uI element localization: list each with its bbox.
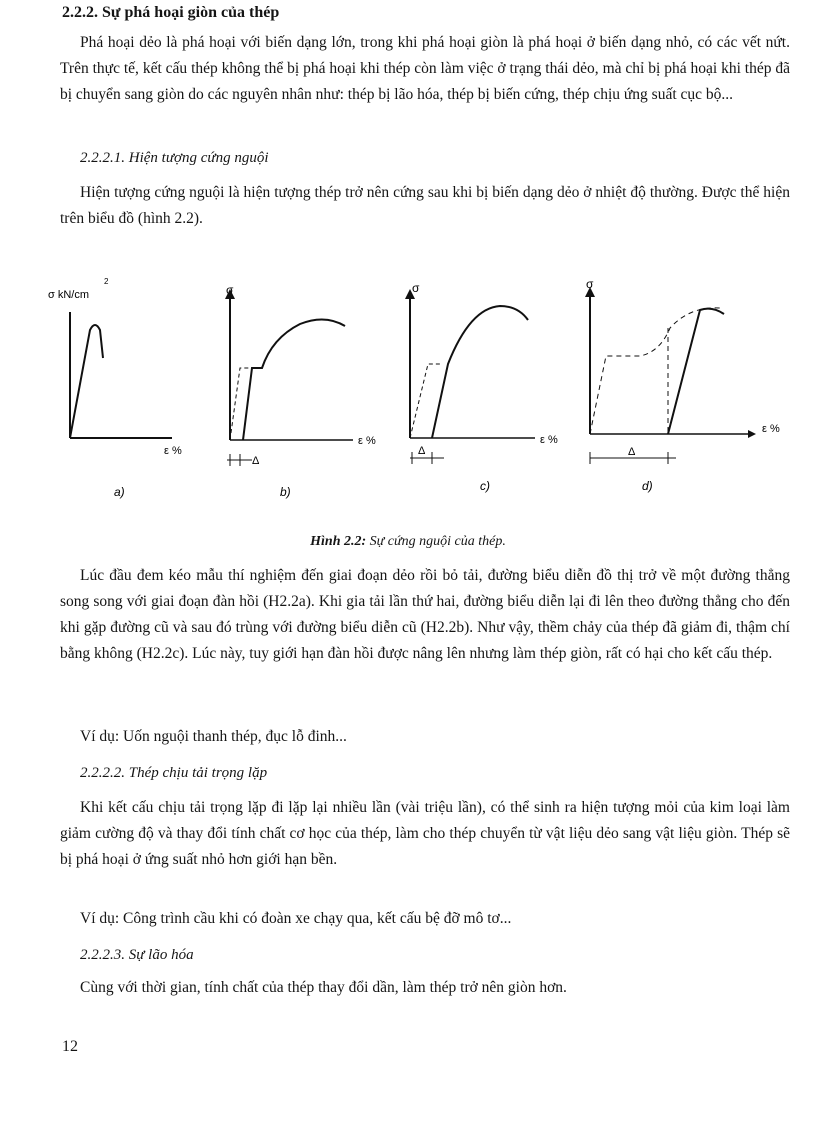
subsection-1-example: Ví dụ: Uốn nguội thanh thép, đục lỗ đinh... [80,728,347,745]
panel-c-reload-curve [432,306,528,438]
panel-a-y-axis-superscript: 2 [104,277,109,286]
subsection-1-continuation: Lúc đầu đem kéo mẫu thí nghiệm đến giai đoạn dẻo rồi bỏ tải, đường biểu diễn đồ thị trở về một đường thẳng song song với giai đoạn đàn hồi (H2.2a). Khi gia tải lần thứ hai, đường biểu diễn lại đi lên theo đường thẳng cho đến khi gặp đường cũ và sau đó trùng với đường biểu diễn cũ (H2.2b). Như vậy, thềm chảy của thép đã giảm đi, thậm chí bằng không (H2.2c). Lúc này, tuy giới hạn đàn hồi được nâng lên nhưng làm thép giòn, rất có hại cho kết cấu thép. [60,567,790,662]
panel-b-label: b) [280,485,291,499]
subsection-1-paragraph: Hiện tượng cứng nguội là hiện tượng thép trở nên cứng sau khi bị biến dạng dẻo ở nhiệt độ thường. Được thể hiện trên biểu đồ (hình 2.2). [60,184,790,227]
panel-a-label: a) [114,485,125,499]
subsection-heading-3: 2.2.2.3. Sự lão hóa [80,947,194,963]
panel-d-label: d) [642,479,653,493]
panel-a-x-axis-label: ε % [164,445,182,457]
panel-d-y-axis-label: σ [586,277,594,291]
intro-paragraph: Phá hoại dẻo là phá hoại với biến dạng lớn, trong khi phá hoại giòn là phá hoại ở biến dạng nhỏ, có các vết nứt. Trên thực tế, kết cấu thép không thể bị phá hoại khi thép còn làm việc ở trạng thái dẻo, mà chỉ bị phá hoại khi thép đã bị chuyển sang giòn do các nguyên nhân như: thép bị lão hóa, thép bị biến cứng, thép chịu ứng suất cục bộ... [60,34,790,103]
section-title: 2.2.2. Sự phá hoại giòn của thép [62,4,280,21]
figure-caption [0,534,816,550]
panel-a [48,277,182,499]
subsection-3-paragraph: Cùng với thời gian, tính chất của thép thay đổi dần, làm thép trở nên giòn hơn. [80,979,567,996]
panel-b-delta-label: Δ [252,455,260,467]
panel-c-delta-label: Δ [418,445,426,457]
panel-b-x-axis-label: ε % [358,435,376,447]
panel-a-curve [70,325,103,438]
panel-c [410,281,558,493]
panel-b-reload-curve [243,319,345,440]
panel-d-original-curve [590,308,720,434]
subsection-2-example: Ví dụ: Công trình cầu khi có đoàn xe chạy qua, kết cấu bệ đỡ mô tơ... [80,910,512,927]
figure-caption-label: Hình 2.2: [310,534,367,549]
panel-d-x-axis-label: ε % [762,423,780,435]
panel-b [226,283,376,499]
figure-caption-text: Sự cứng nguội của thép. [369,534,506,549]
subsection-2-paragraph: Khi kết cấu chịu tải trọng lặp đi lặp lại nhiều lần (vài triệu lần), có thể sinh ra hiện tượng mỏi của kim loại làm giảm cường độ và thay đổi tính chất cơ học của thép, làm cho thép chuyển từ vật liệu dẻo sang vật liệu giòn. Thép sẽ bị phá hoại ở ứng suất nhỏ hơn giới hạn bền. [60,799,790,868]
panel-c-original-curve [410,364,442,438]
panel-c-label: c) [480,479,490,493]
panel-a-y-axis-label: σ kN/cm [48,289,90,301]
panel-c-x-axis-label: ε % [540,434,558,446]
panel-d-reload-curve [668,309,724,434]
page-number: 12 [62,1038,78,1055]
subsection-heading-1: 2.2.2.1. Hiện tượng cứng nguội [80,150,269,166]
panel-b-y-axis-label: σ [226,283,234,297]
panel-d [586,277,780,493]
subsection-heading-2: 2.2.2.2. Thép chịu tải trọng lặp [80,765,268,781]
panel-d-delta-label: Δ [628,446,636,458]
figure-2-2 [40,268,800,508]
panel-c-y-axis-label: σ [412,281,420,295]
